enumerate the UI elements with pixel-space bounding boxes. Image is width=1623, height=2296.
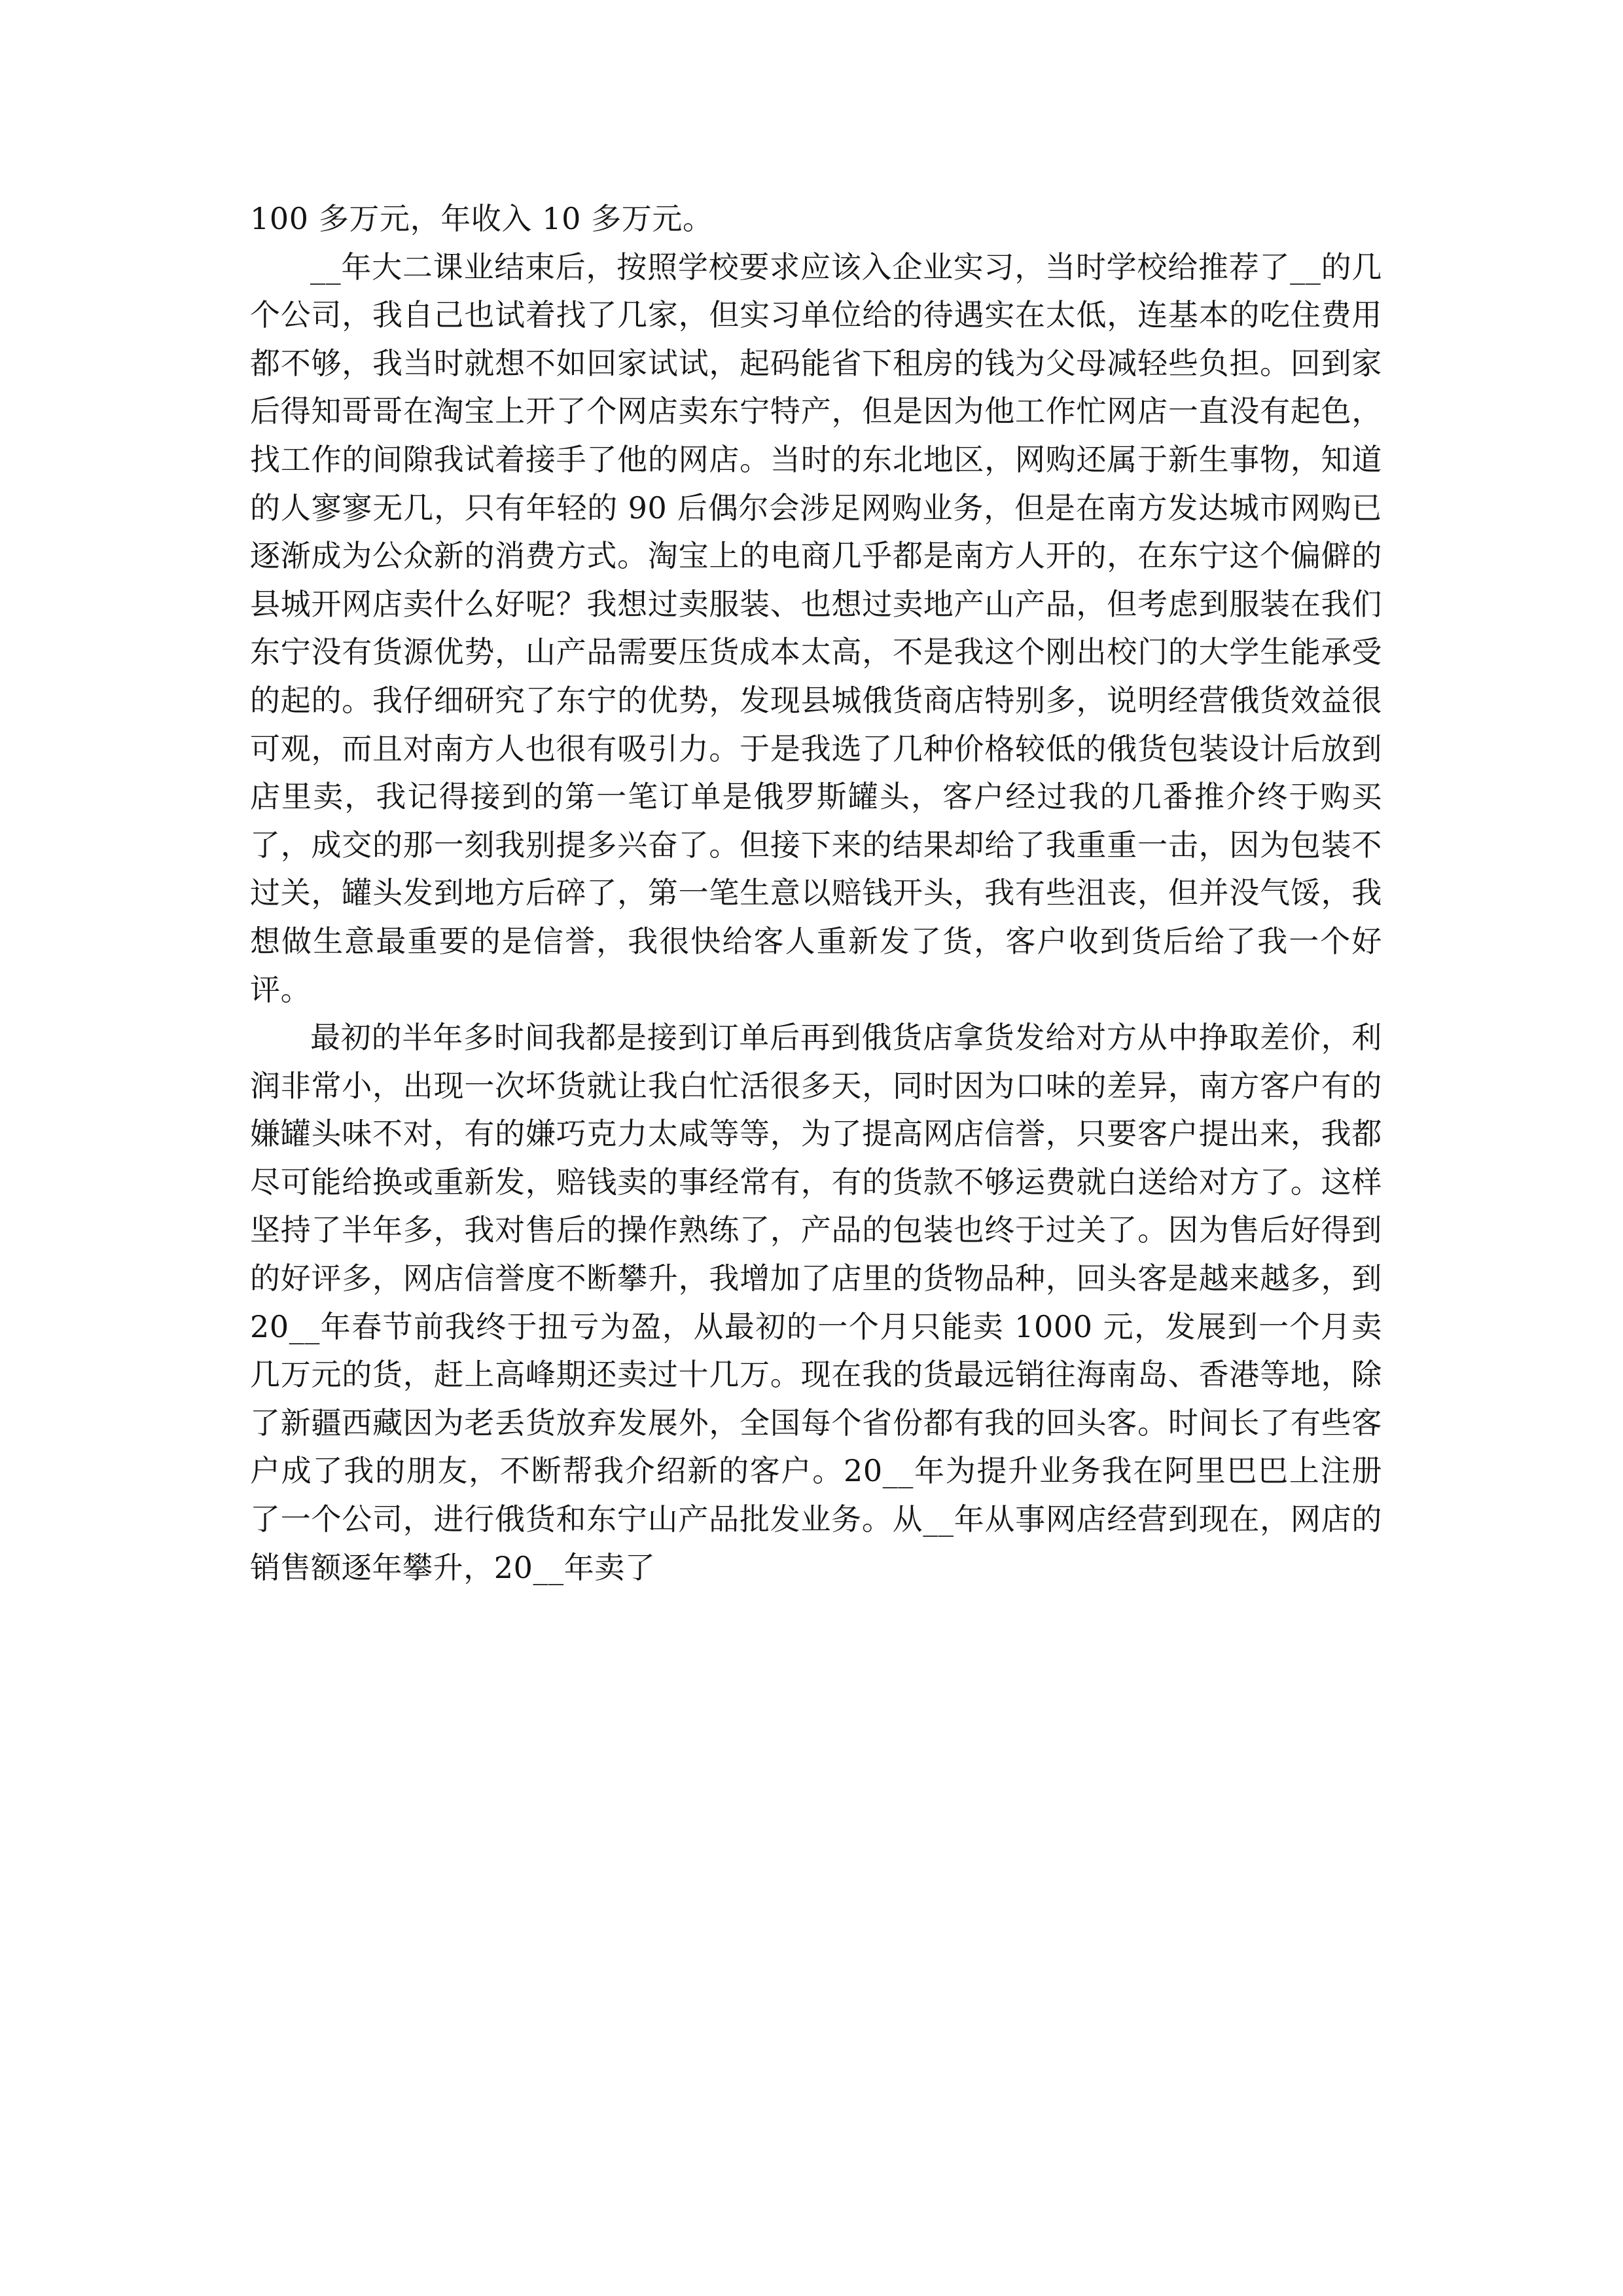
- paragraph-internship: __年大二课业结束后，按照学校要求应该入企业实习，当时学校给推荐了__的几个公司，我自己也试着找了几家，但实习单位给的待遇实在太低，连基本的吃住费用都不够，我当时就想不如回家试试，起码能省下租房的钱为父母减轻些负担。回到家后得知哥哥在淘宝上开了个网店卖东宁特产，但是因为他工作忙网店一直没有起色，找工作的间隙我试着接手了他的网店。当时的东北地区，网购还属于新生事物，知道的人寥寥无几，只有年轻的 90 后偶尔会涉足网购业务，但是在南方发达城市网购已逐渐成为公众新的消费方式。淘宝上的电商几乎都是南方人开的，在东宁这个偏僻的县城开网店卖什么好呢？我想过卖服装、也想过卖地产山产品，但考虑到服装在我们东宁没有货源优势，山产品需要压货成本太高，不是我这个刚出校门的大学生能承受的起的。我仔细研究了东宁的优势，发现县城俄货商店特别多，说明经营俄货效益很可观，而且对南方人也很有吸引力。于是我选了几种价格较低的俄货包装设计后放到店里卖，我记得接到的第一笔订单是俄罗斯罐头，客户经过我的几番推介终于购买了，成交的那一刻我别提多兴奋了。但接下来的结果却给了我重重一击，因为包装不过关，罐头发到地方后碎了，第一笔生意以赔钱开头，我有些沮丧，但并没气馁，我想做生意最重要的是信誉，我很快给客人重新发了货，客户收到货后给了我一个好评。: [250, 249, 1382, 1007]
- paragraph-business-growth: 最初的半年多时间我都是接到订单后再到俄货店拿货发给对方从中挣取差价，利润非常小，出现一次坏货就让我白忙活很多天，同时因为口味的差异，南方客户有的嫌罐头味不对，有的嫌巧克力太咸等等，为了提高网店信誉，只要客户提出来，我都尽可能给换或重新发，赔钱卖的事经常有，有的货款不够运费就白送给对方了。这样坚持了半年多，我对售后的操作熟练了，产品的包装也终于过关了。因为售后好得到的好评多，网店信誉度不断攀升，我增加了店里的货物品种，回头客是越来越多，到 20__年春节前我终于扭亏为盈，从最初的一个月只能卖 1000 元，发展到一个月卖几万元的货，赶上高峰期还卖过十几万。现在我的货最远销往海南岛、香港等地，除了新疆西藏因为老丢货放弃发展外，全国每个省份都有我的回头客。时间长了有些客户成了我的朋友，不断帮我介绍新的客户。20__年为提升业务我在阿里巴巴上注册了一个公司，进行俄货和东宁山产品批发业务。从__年从事网店经营到现在，网店的销售额逐年攀升，20__年卖了: [250, 1020, 1382, 1585]
- paragraph-continued: 100 多万元，年收入 10 多万元。: [250, 201, 713, 236]
- document-body: [250, 195, 1382, 1592]
